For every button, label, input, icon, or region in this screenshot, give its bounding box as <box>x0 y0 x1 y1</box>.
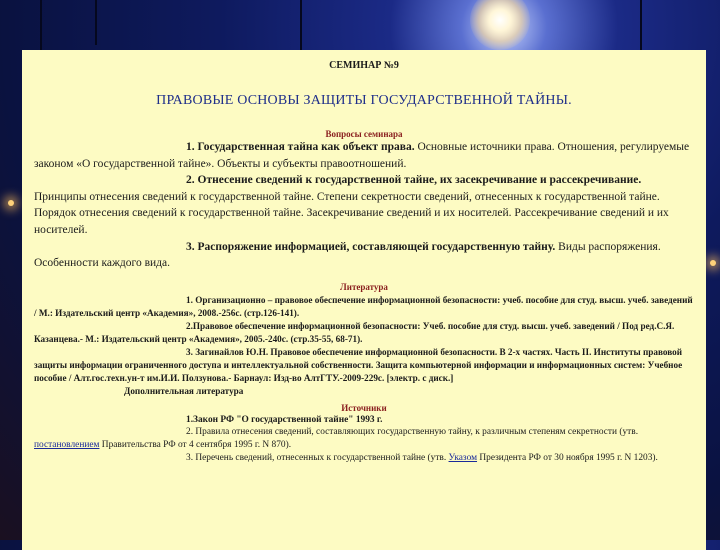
source-item-2-tail: Правительства РФ от 4 сентября 1995 г. N 870). <box>99 440 292 451</box>
question-2-text: Принципы отнесения сведений к государственной тайне. Степени секретности сведений, отнесенных к государственной тайне. Порядок отнесения сведений к государственной тайне. Засекречивание сведений и их носителей. Рассекречивание сведений и их носителей. <box>34 190 669 236</box>
tree-silhouette <box>95 0 97 45</box>
literature-item <box>34 320 694 346</box>
literature-item <box>34 294 694 320</box>
literature-header: Литература <box>340 281 388 292</box>
question-1-text: Основные источники права. Отношения, регулируемые законом «О государственной тайне». Объекты и субъекты правоотношений. <box>34 141 690 170</box>
question-2-title: 2. Отнесение сведений к государственной тайне, их засекречивание и рассекречивание. <box>186 174 642 187</box>
source-item <box>34 426 694 452</box>
literature-item-1: 1. Организационно – правовое обеспечение информационной безопасности: учеб. пособие для студ. высш. учеб. заведений / М.: Издательский центр «Академия», 2008.-256с. (стр.126-141). <box>34 294 693 318</box>
street-lamp <box>8 200 14 206</box>
source-item <box>34 452 694 465</box>
source-item-3-text: 3. Перечень сведений, отнесенных к государственной тайне (утв. <box>186 453 449 464</box>
street-lamp <box>710 260 716 266</box>
decree-link[interactable]: постановлением <box>34 440 100 451</box>
question-3 <box>34 239 694 272</box>
tree-silhouette <box>300 0 302 50</box>
source-item-2-text: 2. Правила отнесения сведений, составляющих государственную тайну, к различным степеням секретности (утв. <box>186 427 639 438</box>
source-item <box>34 414 694 427</box>
additional-literature: Дополнительная литература <box>124 386 244 397</box>
source-item-1: 1.Закон РФ "О государственной тайне" 1993 г. <box>186 414 383 425</box>
slide-panel <box>22 50 706 550</box>
seminar-number: СЕМИНАР №9 <box>329 60 399 71</box>
question-3-text: Виды распоряжения. Особенности каждого вида. <box>34 240 661 270</box>
bright-light <box>470 0 530 50</box>
sources-header: Источники <box>341 402 387 413</box>
source-item-3-tail: Президента РФ от 30 ноября 1995 г. N 1203). <box>477 453 658 464</box>
question-1 <box>34 139 694 172</box>
literature-item-2: 2.Правовое обеспечение информационной безопасности: Учеб. пособие для студ. высш. учеб. заведений / Под ред.С.Я. Казанцева.- М.: Издательский центр «Академия», 2005.-240с. (стр.35-55, 68-71). <box>34 320 675 345</box>
ukaz-link[interactable]: Указом <box>448 453 478 464</box>
literature-item-3: 3. Загинайлов Ю.Н. Правовое обеспечение информационной безопасности. В 2-х частях. Часть II. Институты правовой защиты информации ограниченного доступа и интеллектуальной собственности. Защита компьютерной информации и информационных систем: Учебное пособие / Алт.гос.техн.ун-т им.И.И. Ползунова.- Барнаул: Изд-во АлтГТУ.-2009-229с. [электр. с диск.] <box>34 347 683 384</box>
question-2 <box>34 172 694 238</box>
question-1-title: 1. Государственная тайна как объект права. <box>186 141 415 153</box>
question-3-title: 3. Распоряжение информацией, составляющей государственную тайну. <box>186 240 556 253</box>
slide-title: ПРАВОВЫЕ ОСНОВЫ ЗАЩИТЫ ГОСУДАРСТВЕННОЙ ТАЙНЫ. <box>156 93 572 108</box>
literature-item <box>34 346 694 385</box>
tree-silhouette <box>640 0 642 55</box>
questions-header: Вопросы семинара <box>325 129 403 139</box>
